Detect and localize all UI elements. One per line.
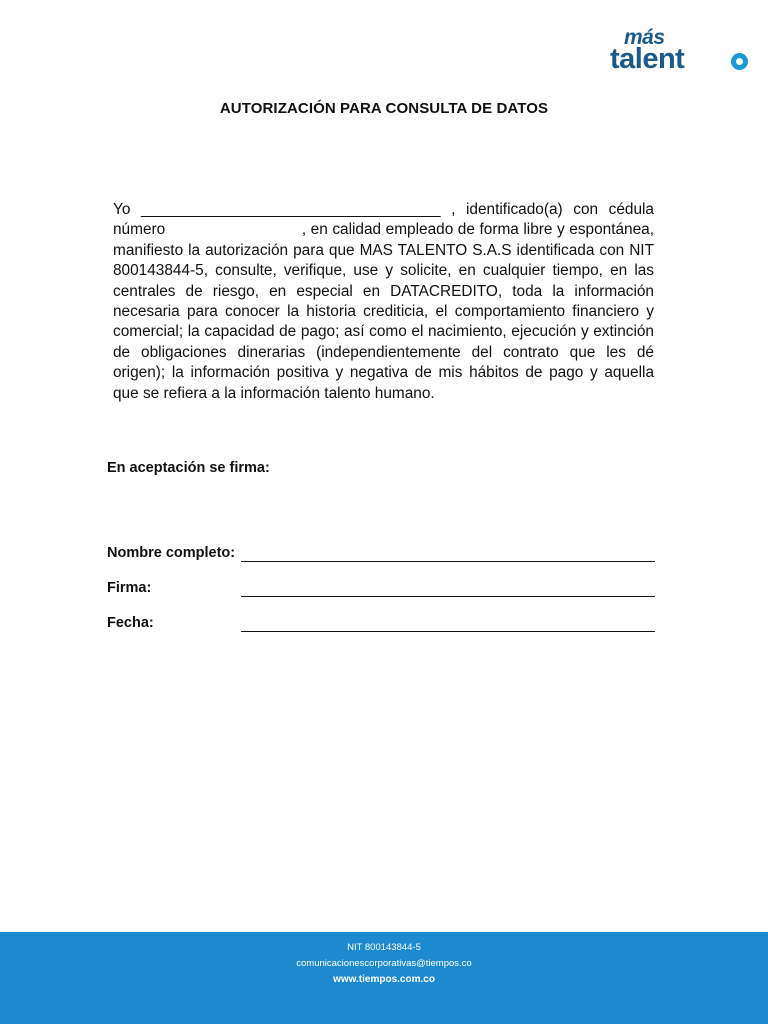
acceptance-label: En aceptación se firma: <box>107 460 270 476</box>
authorization-paragraph <box>113 200 659 404</box>
mas-talento-logo <box>610 26 752 78</box>
date-row <box>107 615 655 639</box>
full-name-label: Nombre completo: <box>107 545 236 561</box>
footer-website[interactable]: www.tiempos.com.co <box>333 974 435 985</box>
full-name-line[interactable] <box>241 561 655 562</box>
footer <box>0 932 768 1024</box>
document-title: AUTORIZACIÓN PARA CONSULTA DE DATOS <box>219 100 549 117</box>
logo-talento-text: talent <box>610 43 685 75</box>
logo-o-icon <box>731 53 748 70</box>
logo-mas-text: más <box>624 26 665 49</box>
full-name-row <box>107 545 655 569</box>
footer-email[interactable]: comunicacionescorporativas@tiempos.co <box>296 958 472 969</box>
signature-line[interactable] <box>241 596 655 597</box>
signature-row <box>107 580 655 604</box>
date-label: Fecha: <box>107 615 154 631</box>
date-line[interactable] <box>241 631 655 632</box>
authorization-text: Yo ___________________________________ , identificado(a) con cédula número , en calidad empleado de forma libre y espontánea, manifiesto la autorización para que MAS TALENTO S.A.S identificada con NIT 800143844-5, consulte, verifique, use y solicite, en cualquier tiempo, en las centrales de riesgo, en especial en DATACREDITO, toda la información necesaria para conocer la historia crediticia, el comportamiento financiero y comercial; la capacidad de pago; así como el nacimiento, ejecución y extinción de obligaciones dinerarias (independientemente del contrato que les dé origen); la información positiva y negativa de mis hábitos de pago y aquella que se refiera a la información talento humano. <box>113 201 659 402</box>
footer-nit: NIT 800143844-5 <box>347 942 421 953</box>
signature-label: Firma: <box>107 580 152 596</box>
